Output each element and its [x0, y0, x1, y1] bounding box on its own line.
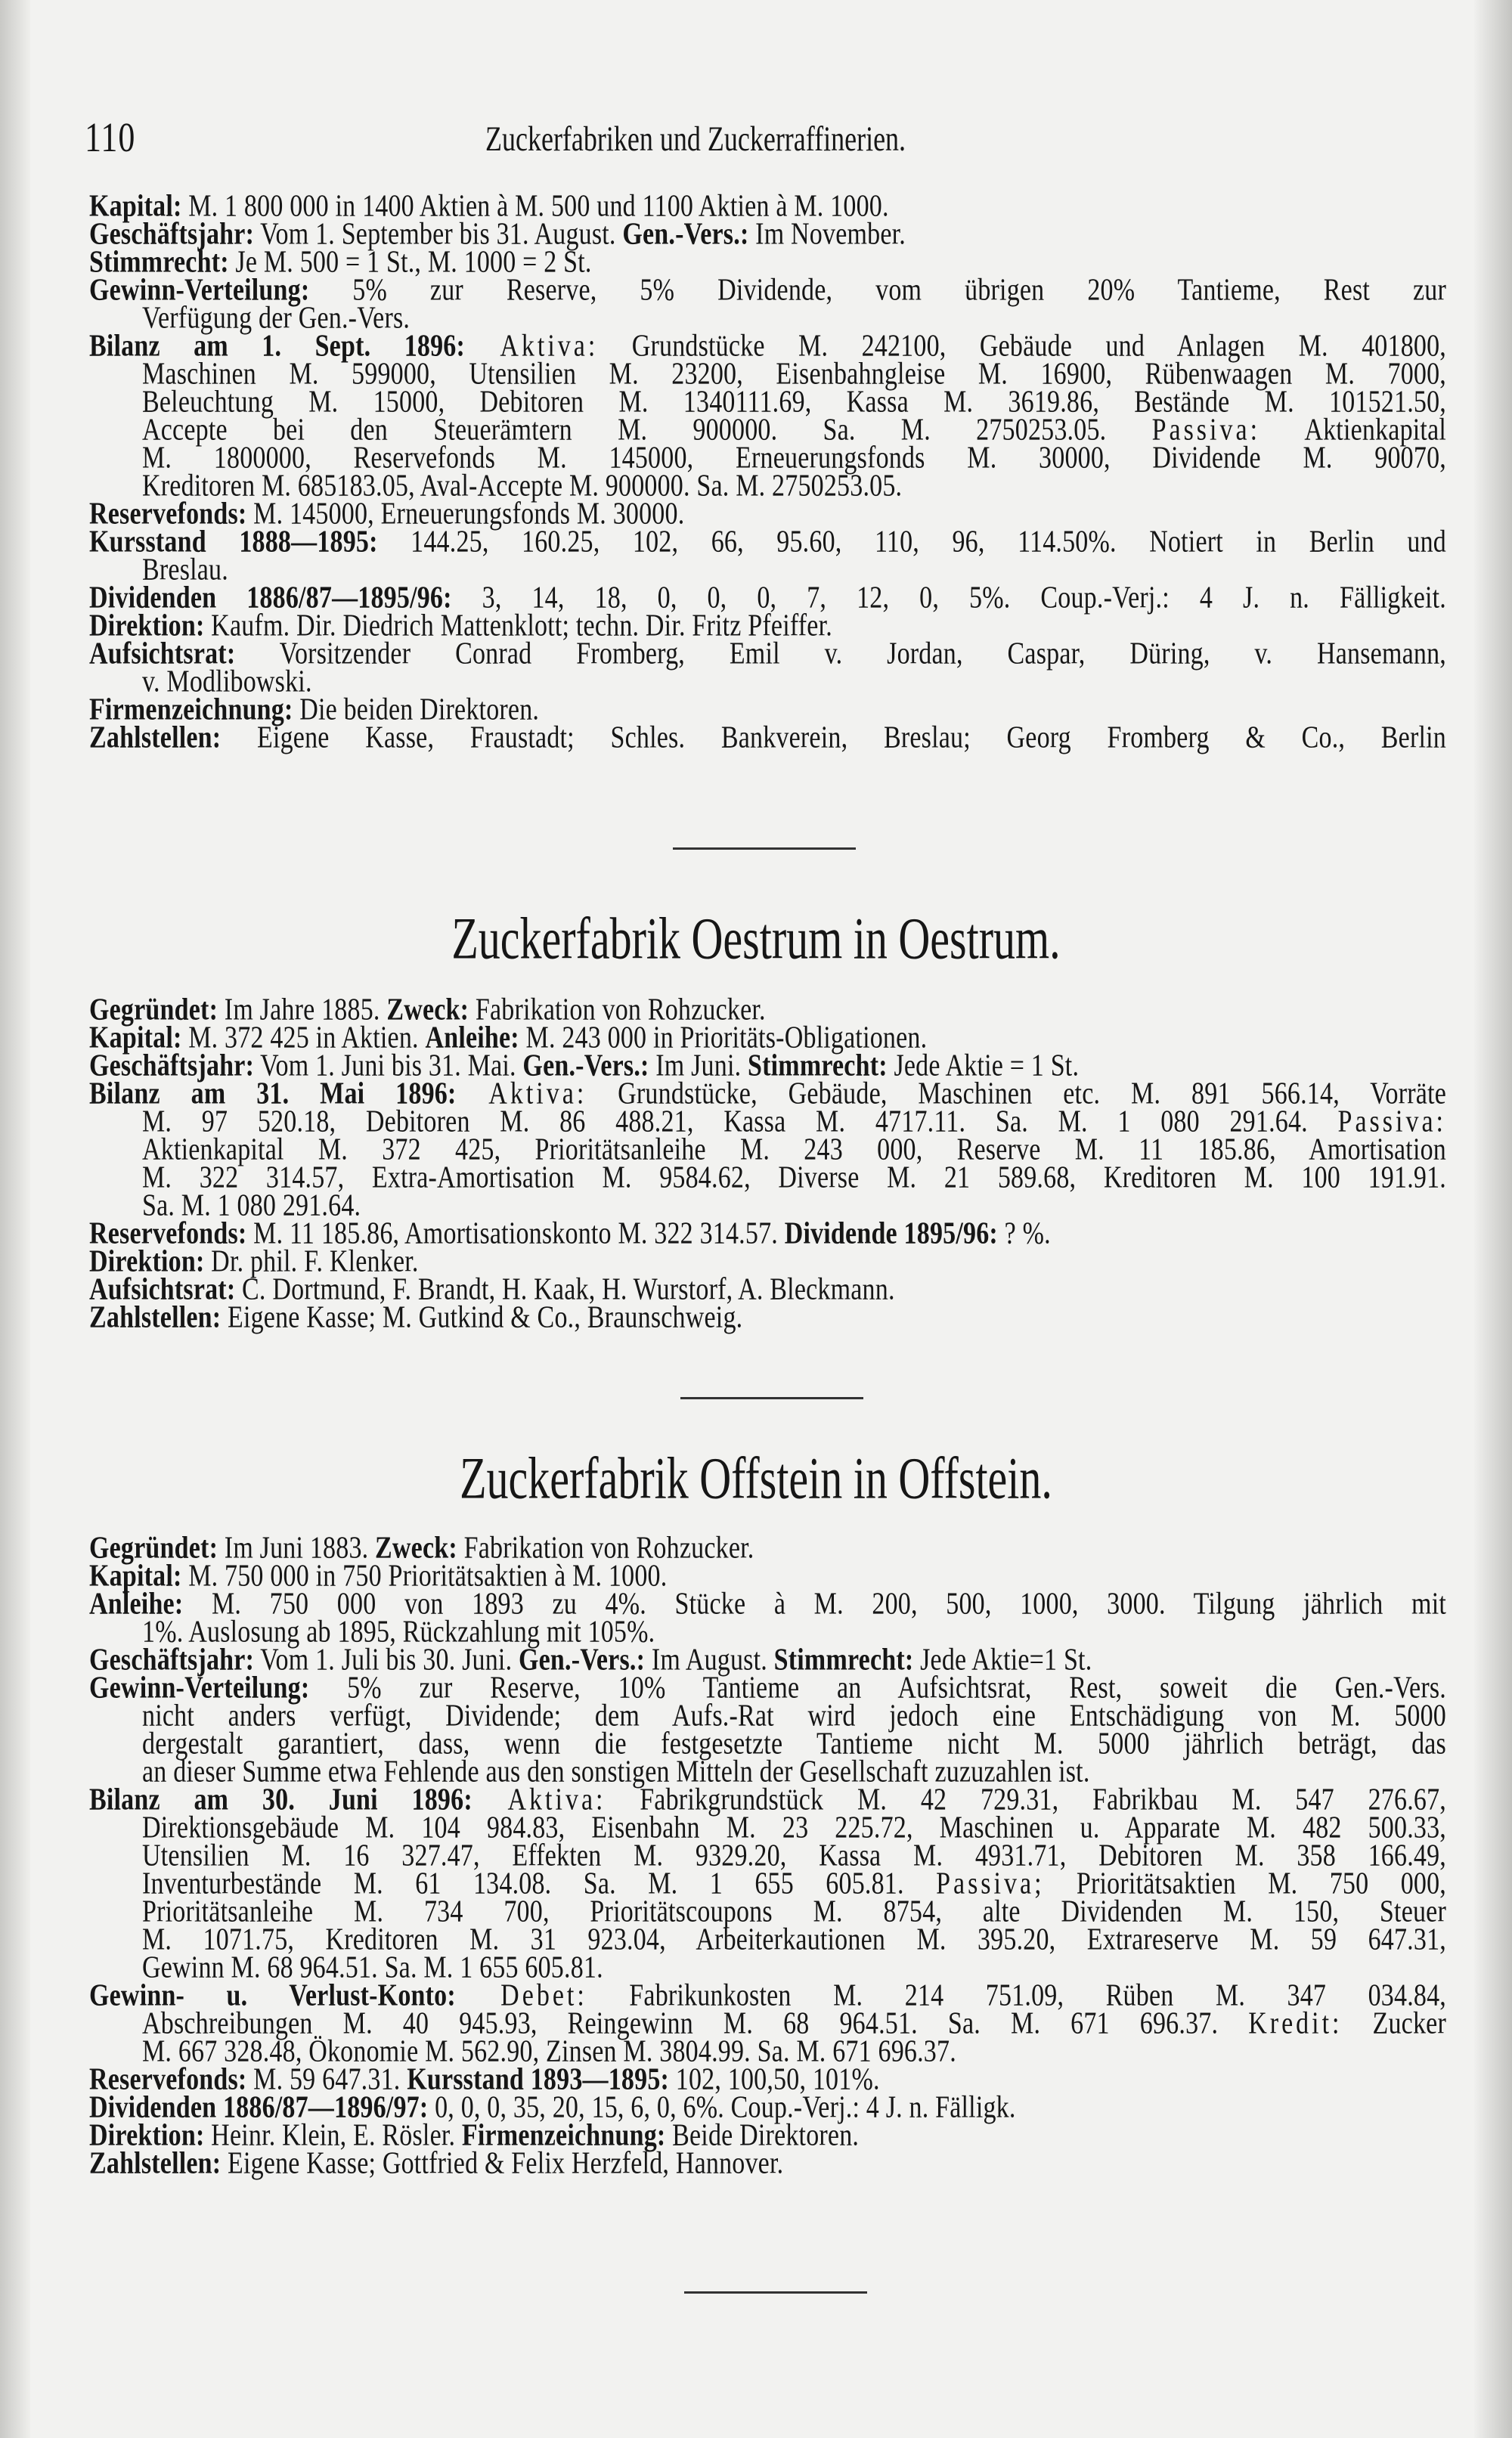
field-label: Reservefonds: [89, 497, 247, 531]
field-label: Gegründet: [89, 1531, 218, 1566]
field-label: Firmenzeichnung: [461, 2118, 666, 2153]
field-value: M. 750 000 in 750 Prioritätsaktien à M. 1000. [181, 1559, 668, 1594]
field-value: Zucker [1342, 2006, 1446, 2041]
field-value: Im Juni 1883. [218, 1531, 376, 1566]
account-side-label: Debet: [455, 1978, 587, 2013]
field-value: Vom 1. Juli bis 30. Juni. [254, 1643, 519, 1677]
field-value: Dr. phil. F. Klenker. [204, 1244, 419, 1279]
field-label: Zweck: [386, 993, 469, 1027]
field-label: Zweck: [375, 1531, 457, 1566]
field-value: Grundstücke M. 242100, Gebäude und Anlagen M. 401800, [598, 329, 1446, 364]
page-edge-left [0, 0, 30, 2438]
field-label: Gen.-Vers.: [622, 217, 749, 252]
field-label: Aufsichtsrat: [89, 1272, 236, 1307]
field-label: Gen.-Vers.: [522, 1049, 649, 1083]
field-value: Beide Direktoren. [665, 2118, 860, 2153]
field-value: Gewinn M. 68 964.51. Sa. M. 1 655 605.81. [142, 1950, 603, 1985]
running-title: Zuckerfabriken und Zuckerraffinerien. [485, 119, 906, 159]
field-value: Eigene Kasse; M. Gutkind & Co., Braunschweig. [221, 1300, 743, 1335]
firm-title-oestrum: Zuckerfabrik Oestrum in Oestrum. [451, 905, 1061, 972]
field-value: M. 59 647.31. [246, 2062, 407, 2097]
field-value: Die beiden Direktoren. [293, 692, 540, 727]
field-value: Eigene Kasse, Fraustadt; Schles. Bankverein, Breslau; Georg Fromberg & Co., Berlin [221, 720, 1446, 755]
field-value: M. 145000, Erneuerungsfonds M. 30000. [246, 497, 685, 531]
text-line [89, 2146, 1450, 2180]
field-value: Im Jahre 1885. [218, 993, 387, 1027]
field-label: Anleihe: [89, 1587, 184, 1622]
field-label: Firmenzeichnung: [89, 692, 293, 727]
field-value: Je M. 500 = 1 St., M. 1000 = 2 St. [228, 245, 592, 280]
field-value: M. 1071.75, Kreditoren M. 31 923.04, Arbeiterkautionen M. 395.20, Extrareserve M. 59 647.31, [142, 1922, 1446, 1957]
field-label: Kursstand 1888—1895: [89, 525, 378, 559]
field-label: Direktion: [89, 609, 205, 643]
field-label: Kapital: [89, 1559, 182, 1594]
firm-title-offstein: Zuckerfabrik Offstein in Offstein. [460, 1445, 1052, 1512]
field-label: Bilanz am 31. Mai 1896: [89, 1076, 457, 1111]
account-side-label: Passiva; [936, 1866, 1045, 1901]
field-label: Dividende 1895/96: [784, 1216, 998, 1251]
field-label: Dividenden 1886/87—1895/96: [89, 581, 452, 615]
field-label: Stimmrecht: [748, 1049, 888, 1083]
text-line [89, 720, 1446, 754]
field-value: Kreditoren M. 685183.05, Aval-Accepte M. 900000. Sa. M. 2750253.05. [142, 469, 903, 503]
account-side-label: Kredit: [1248, 2006, 1343, 2041]
field-value: Heinr. Klein, E. Rösler. [204, 2118, 462, 2153]
section-previous-company [89, 189, 1450, 755]
field-label: Bilanz am 30. Juni 1896: [89, 1783, 472, 1817]
text-line [89, 1300, 1450, 1334]
field-value: Prioritätsaktien M. 750 000, [1044, 1866, 1446, 1901]
field-label: Geschäftsjahr: [89, 1643, 255, 1677]
field-value: Fabrikgrundstück M. 42 729.31, Fabrikbau M. 547 276.67, [606, 1783, 1447, 1817]
field-label: Dividenden 1886/87—1896/97: [89, 2090, 429, 2125]
field-value: M. 11 185.86, Amortisationskonto M. 322 314.57. [246, 1216, 785, 1251]
field-value: Prioritätsanleihe M. 734 700, Prioritätscoupons M. 8754, alte Dividenden M. 150, Steuer [142, 1894, 1446, 1929]
field-value: M. 243 000 in Prioritäts-Obligationen. [519, 1021, 928, 1055]
page-edge-right [1474, 0, 1512, 2438]
field-label: Stimmrecht: [89, 245, 229, 280]
section-divider [673, 847, 856, 850]
field-value: M. 97 520.18, Debitoren M. 86 488.21, Kassa M. 4717.11. Sa. M. 1 080 291.64. [142, 1104, 1338, 1139]
field-value: Beleuchtung M. 15000, Debitoren M. 1340111.69, Kassa M. 3619.86, Bestände M. 101521.50, [142, 385, 1446, 420]
field-label: Gegründet: [89, 993, 218, 1027]
field-value: 3, 14, 18, 0, 0, 0, 7, 12, 0, 5%. Coup.-Verj.: 4 J. n. Fälligkeit. [451, 581, 1446, 615]
field-value: Utensilien M. 16 327.47, Effekten M. 9329.20, Kassa M. 4931.71, Debitoren M. 358 166.49, [142, 1839, 1446, 1873]
account-side-label: Passiva: [1151, 413, 1261, 448]
field-value: M. 667 328.48, Ökonomie M. 562.90, Zinsen M. 3804.99. Sa. M. 671 696.37. [142, 2034, 956, 2069]
field-value: Fabrikation von Rohzucker. [469, 993, 766, 1027]
field-label: Kapital: [89, 189, 182, 224]
field-value: Eigene Kasse; Gottfried & Felix Herzfeld, Hannover. [221, 2146, 784, 2181]
field-value: Fabrikation von Rohzucker. [457, 1531, 754, 1566]
section-divider [684, 2291, 867, 2294]
running-head [85, 113, 1445, 159]
field-label: Bilanz am 1. Sept. 1896: [89, 329, 466, 364]
field-value: 102, 100,50, 101%. [669, 2062, 880, 2097]
field-value: nicht anders verfügt, Dividende; dem Aufs.-Rat wird jedoch eine Entschädigung von M. 5000 [142, 1699, 1446, 1733]
field-value: Fabrikunkosten M. 214 751.09, Rüben M. 347 034.84, [587, 1978, 1447, 2013]
field-value: Aktienkapital M. 372 425, Prioritätsanleihe M. 243 000, Reserve M. 11 185.86, Amortisation [142, 1132, 1446, 1167]
field-label: Gewinn-Verteilung: [89, 1671, 310, 1705]
field-label: Zahlstellen: [89, 1300, 222, 1335]
field-label: Zahlstellen: [89, 720, 222, 755]
field-label: Gewinn-Verteilung: [89, 273, 310, 308]
field-value: 1%. Auslosung ab 1895, Rückzahlung mit 105%. [142, 1615, 655, 1650]
field-value: Verfügung der Gen.-Vers. [142, 301, 411, 336]
section-oestrum [89, 993, 1450, 1335]
field-value: M. 1800000, Reservefonds M. 145000, Erneuerungsfonds M. 30000, Dividende M. 90070, [142, 441, 1446, 476]
field-value: 144.25, 160.25, 102, 66, 95.60, 110, 96, 114.50%. Notiert in Berlin und [377, 525, 1446, 559]
account-side-label: Aktiva: [465, 329, 599, 364]
field-value: Im Juni. [649, 1049, 748, 1083]
section-divider [680, 1397, 863, 1399]
field-value: Jede Aktie = 1 St. [887, 1049, 1080, 1083]
field-label: Gewinn- u. Verlust-Konto: [89, 1978, 456, 2013]
field-value: Abschreibungen M. 40 945.93, Reingewinn M. 68 964.51. Sa. M. 671 696.37. [142, 2006, 1249, 2041]
field-label: Geschäftsjahr: [89, 217, 255, 252]
field-label: Zahlstellen: [89, 2146, 222, 2181]
field-label: Reservefonds: [89, 2062, 247, 2097]
field-value: Kaufm. Dir. Diedrich Mattenklott; techn. Dir. Fritz Pfeiffer. [204, 609, 832, 643]
field-value: ? %. [997, 1216, 1051, 1251]
field-value: M. 372 425 in Aktien. [181, 1021, 426, 1055]
field-value: Breslau. [142, 553, 228, 587]
field-label: Kapital: [89, 1021, 182, 1055]
field-value: C. Dortmund, F. Brandt, H. Kaak, H. Wurstorf, A. Bleckmann. [235, 1272, 895, 1307]
field-label: Gen.-Vers.: [518, 1643, 646, 1677]
field-value: M. 1 800 000 in 1400 Aktien à M. 500 und 1100 Aktien à M. 1000. [181, 189, 889, 224]
field-label: Stimmrecht: [773, 1643, 914, 1677]
field-label: Direktion: [89, 2118, 205, 2153]
field-value: an dieser Summe etwa Fehlende aus den sonstigen Mitteln der Gesellschaft zuzuzahlen ist. [142, 1755, 1090, 1789]
account-side-label: Aktiva: [472, 1783, 606, 1817]
field-label: Kursstand 1893—1895: [407, 2062, 670, 2097]
field-value: Im August. [645, 1643, 774, 1677]
field-value: dergestalt garantiert, dass, wenn die festgesetzte Tantieme nicht M. 5000 jährlich beträgt, das [142, 1727, 1446, 1761]
field-value: 0, 0, 0, 35, 20, 15, 6, 0, 6%. Coup.-Verj.: 4 J. n. Fälligk. [428, 2090, 1016, 2125]
field-value: 5% zur Reserve, 5% Dividende, vom übrigen 20% Tantieme, Rest zur [309, 273, 1446, 308]
field-value: Direktionsgebäude M. 104 984.83, Eisenbahn M. 23 225.72, Maschinen u. Apparate M. 482 500.33, [142, 1811, 1446, 1845]
field-value: Jede Aktie=1 St. [913, 1643, 1092, 1677]
field-label: Aufsichtsrat: [89, 637, 236, 671]
account-side-label: Passiva: [1337, 1104, 1446, 1139]
field-value: v. Modlibowski. [142, 664, 312, 699]
account-side-label: Aktiva: [456, 1076, 587, 1111]
field-value: Sa. M. 1 080 291.64. [142, 1188, 361, 1223]
field-value: M. 322 314.57, Extra-Amortisation M. 9584.62, Diverse M. 21 589.68, Kreditoren M. 100 191.91. [142, 1160, 1446, 1195]
field-label: Direktion: [89, 1244, 205, 1279]
field-value: M. 750 000 von 1893 zu 4%. Stücke à M. 200, 500, 1000, 3000. Tilgung jährlich mit [183, 1587, 1446, 1622]
field-value: Vom 1. Juni bis 31. Mai. [254, 1049, 523, 1083]
field-label: Reservefonds: [89, 1216, 247, 1251]
field-value: Inventurbestände M. 61 134.08. Sa. M. 1 655 605.81. [142, 1866, 937, 1901]
field-value: 5% zur Reserve, 10% Tantieme an Aufsichtsrat, Rest, soweit die Gen.-Vers. [309, 1671, 1446, 1705]
field-value: Vorsitzender Conrad Fromberg, Emil v. Jordan, Caspar, Düring, v. Hansemann, [235, 637, 1446, 671]
section-offstein [89, 1531, 1450, 2181]
page-number: 110 [85, 114, 136, 161]
field-value: Im November. [748, 217, 906, 252]
field-value: Accepte bei den Steuerämtern M. 900000. Sa. M. 2750253.05. [142, 413, 1152, 448]
field-label: Anleihe: [425, 1021, 519, 1055]
field-value: Vom 1. September bis 31. August. [254, 217, 623, 252]
field-value: Aktienkapital [1260, 413, 1447, 448]
field-value: Grundstücke, Gebäude, Maschinen etc. M. 891 566.14, Vorräte [587, 1076, 1447, 1111]
field-value: Maschinen M. 599000, Utensilien M. 23200, Eisenbahngleise M. 16900, Rübenwaagen M. 7000, [142, 357, 1446, 392]
field-label: Geschäftsjahr: [89, 1049, 255, 1083]
